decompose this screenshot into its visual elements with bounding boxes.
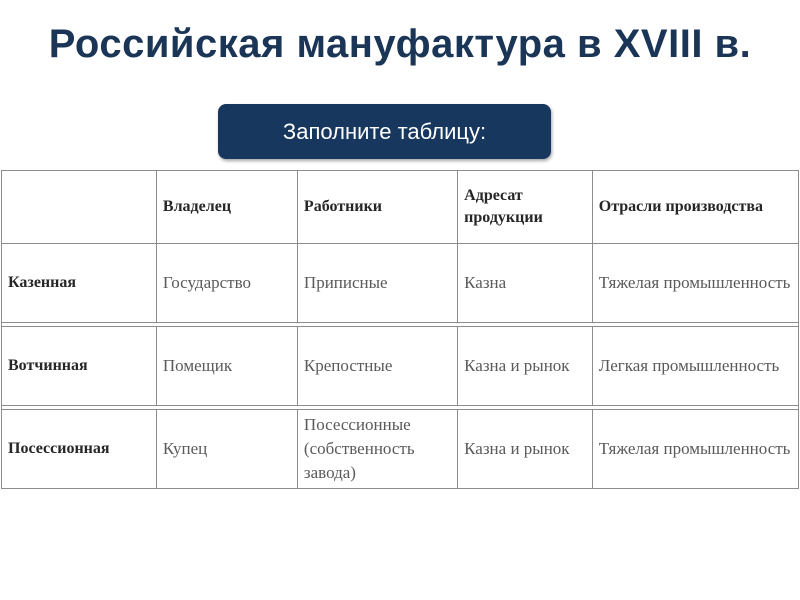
table-row	[2, 327, 799, 406]
recipient-cell: Казна и рынок	[458, 410, 593, 489]
header-cell-recipient: Адресат продукции	[458, 171, 593, 244]
manufactory-table	[1, 170, 799, 489]
instruction-text: Заполните таблицу:	[282, 118, 487, 144]
instruction-banner	[218, 104, 551, 159]
header-cell-owner: Владелец	[156, 171, 297, 244]
table-row	[2, 410, 799, 489]
table-header-row	[2, 171, 799, 244]
row-type-cell: Посессионная	[2, 410, 157, 489]
recipient-cell: Казна и рынок	[458, 327, 593, 406]
table-row	[2, 244, 799, 323]
workers-cell: Крепостные	[297, 327, 457, 406]
owner-cell: Купец	[156, 410, 297, 489]
industry-cell: Легкая промышленность	[592, 327, 798, 406]
header-cell-empty	[2, 171, 157, 244]
workers-cell: Посессионные (собственность завода)	[297, 410, 457, 489]
recipient-cell: Казна	[458, 244, 593, 323]
row-type-cell: Казенная	[2, 244, 157, 323]
page-title: Российская мануфактура в XVIII в.	[48, 22, 752, 66]
header-cell-workers: Работники	[297, 171, 457, 244]
row-type-cell: Вотчинная	[2, 327, 157, 406]
industry-cell: Тяжелая промышленность	[592, 410, 798, 489]
header-cell-industry: Отрасли производства	[592, 171, 798, 244]
industry-cell: Тяжелая промышленность	[592, 244, 798, 323]
owner-cell: Государство	[156, 244, 297, 323]
workers-cell: Приписные	[297, 244, 457, 323]
owner-cell: Помещик	[156, 327, 297, 406]
